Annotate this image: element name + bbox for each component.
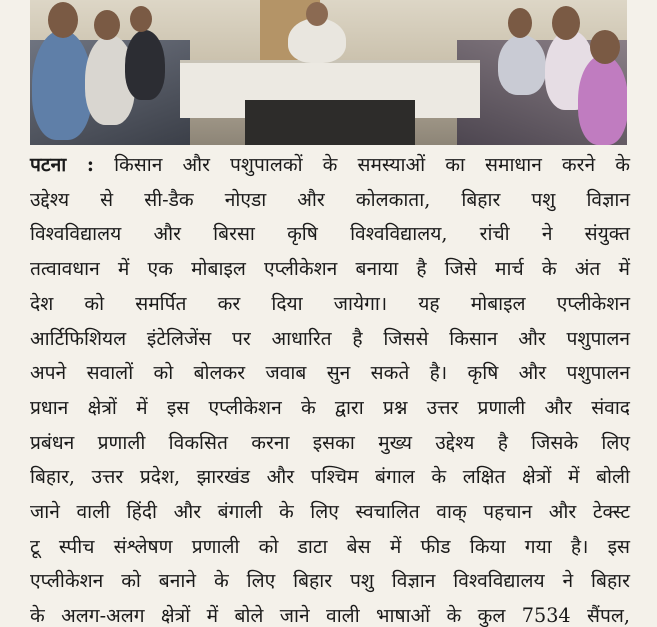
photo-left-head-2 (94, 10, 120, 40)
article-line-6: आर्टिफिशियल इंटेलिजेंस पर आधारित है जिससे किसान और पशुपालन (30, 326, 630, 350)
photo-left-head-1 (48, 2, 78, 38)
article-line-9: प्रबंधन प्रणाली विकसित करना इसका मुख्य उद्देश्य है जिसके लिए (30, 430, 630, 454)
article-line-1 (30, 148, 630, 183)
photo-right-head-2 (552, 6, 580, 40)
article-line-4: तत्वावधान में एक मोबाइल एप्लीकेशन बनाया है जिसे मार्च के अंत में (30, 257, 630, 281)
article-line-1-text: किसान और पशुपालकों के समस्याओं का समाधान करने के (114, 153, 631, 176)
article-line-12: टू स्पीच संश्लेषण प्रणाली को डाटा बेस में फीड किया गया है। इस (30, 534, 630, 558)
dateline: पटना : (30, 153, 94, 176)
meeting-photo (30, 0, 627, 145)
photo-right-person-3 (578, 55, 627, 145)
article-line-3: विश्वविद्यालय और बिरसा कृषि विश्वविद्यालय, रांची ने संयुक्त (30, 222, 630, 246)
photo-left-person-1 (32, 30, 92, 140)
photo-table-front (245, 100, 415, 145)
photo-left-person-3 (125, 30, 165, 100)
photo-right-person-1 (498, 35, 546, 95)
photo-chair-head (306, 2, 328, 26)
article-line-5: देश को समर्पित कर दिया जायेगा। यह मोबाइल एप्लीकेशन (30, 291, 630, 315)
article-line-11: जाने वाली हिंदी और बंगाली के लिए स्वचालित वाक् पहचान और टेक्स्ट (30, 500, 630, 524)
article-line-2: उद्देश्य से सी-डैक नोएडा और कोलकाता, बिहार पशु विज्ञान (30, 187, 630, 211)
photo-left-head-3 (130, 6, 152, 32)
article-body (30, 148, 630, 627)
article-line-13: एप्लीकेशन को बनाने के लिए बिहार पशु विज्ञान विश्वविद्यालय ने बिहार (30, 569, 630, 593)
photo-right-head-3 (590, 30, 620, 64)
article-line-10: बिहार, उत्तर प्रदेश, झारखंड और पश्चिम बंगाल के लक्षित क्षेत्रों में बोली (30, 465, 630, 489)
article-line-8: प्रधान क्षेत्रों में इस एप्लीकेशन के द्वारा प्रश्न उत्तर प्रणाली और संवाद (30, 395, 630, 419)
article-line-14: के अलग-अलग क्षेत्रों में बोले जाने वाली भाषाओं के कुल 7534 सैंपल, (30, 604, 630, 627)
photo-right-head-1 (508, 8, 532, 38)
article-line-7: अपने सवालों को बोलकर जवाब सुन सकते है। कृषि और पशुपालन (30, 361, 630, 385)
